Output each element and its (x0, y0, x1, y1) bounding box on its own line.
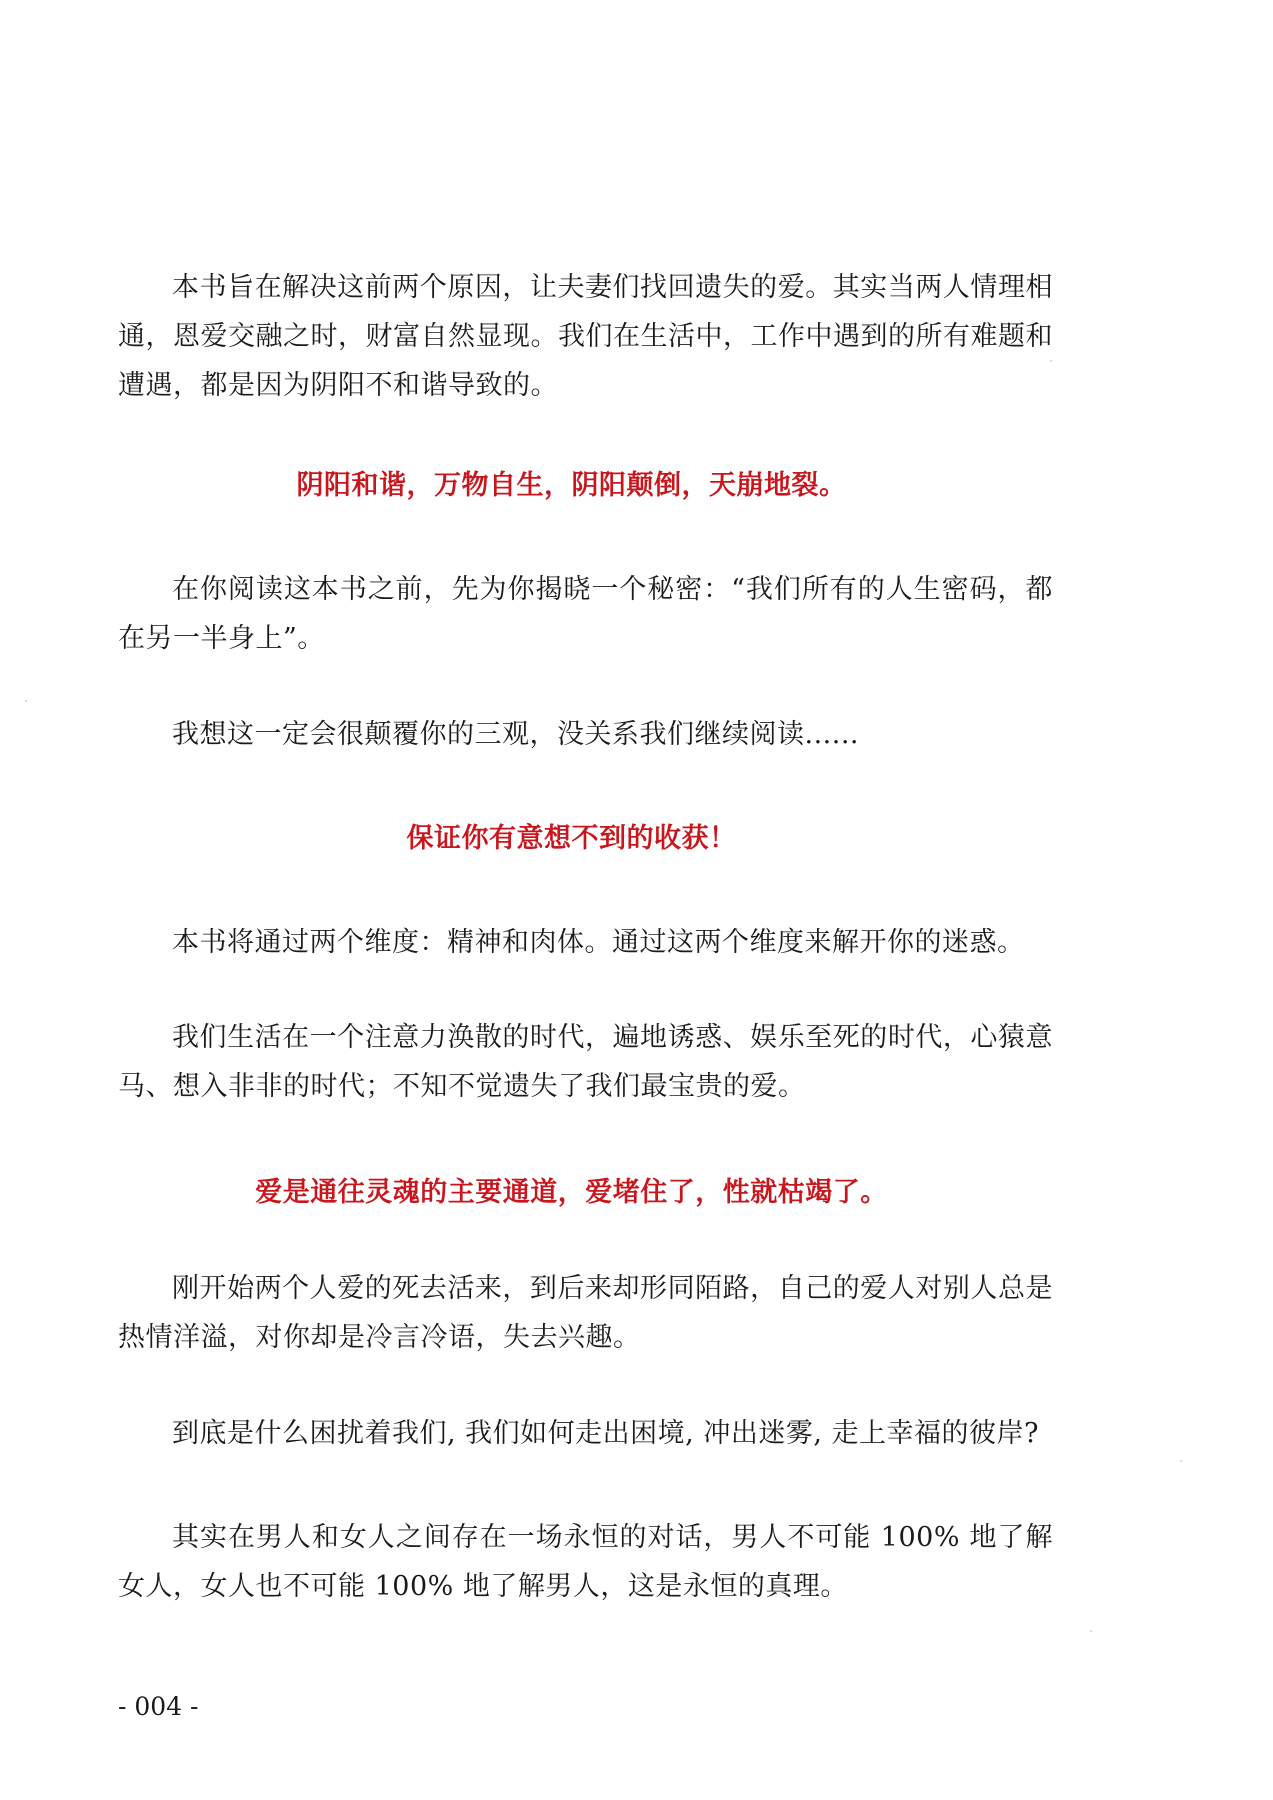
paragraph-continue-reading: 我想这一定会很颠覆你的三观，没关系我们继续阅读...... (172, 719, 859, 750)
highlight-guarantee: 保证你有意想不到的收获！ (406, 823, 737, 854)
scan-speck (1180, 1460, 1182, 1462)
paragraph-secret: 在你阅读这本书之前，先为你揭晓一个秘密：“我们所有的人生密码，都在另一半身上”。 (118, 574, 1053, 654)
paragraph-purpose: 本书旨在解决这前两个原因，让夫妻们找回遗失的爱。其实当两人情理相通，恩爱交融之时，财富自然显现。我们在生活中，工作中遇到的所有难题和遭遇，都是因为阴阳不和谐导致的。 (118, 272, 1053, 401)
highlight-yin-yang: 阴阳和谐，万物自生，阴阳颠倒，天崩地裂。 (296, 470, 847, 501)
page-number: - 004 - (118, 1692, 199, 1721)
paragraph-eternal-dialogue: 其实在男人和女人之间存在一场永恒的对话，男人不可能 100% 地了解女人，女人也不可能 100% 地了解男人，这是永恒的真理。 (118, 1522, 1053, 1602)
scan-speck (1090, 1630, 1092, 1632)
paragraph-distracted-era: 我们生活在一个注意力涣散的时代，遍地诱惑、娱乐至死的时代，心猿意马、想入非非的时代；不知不觉遗失了我们最宝贵的爱。 (118, 1022, 1053, 1102)
scan-speck (25, 700, 27, 702)
paragraph-question: 到底是什么困扰着我们, 我们如何走出困境, 冲出迷雾, 走上幸福的彼岸? (172, 1418, 1039, 1449)
scan-speck (1050, 360, 1052, 362)
highlight-love-channel: 爱是通往灵魂的主要通道，爱堵住了，性就枯竭了。 (255, 1177, 888, 1208)
paragraph-two-dimensions: 本书将通过两个维度：精神和肉体。通过这两个维度来解开你的迷惑。 (172, 927, 1025, 958)
paragraph-strangers: 刚开始两个人爱的死去活来，到后来却形同陌路，自己的爱人对别人总是热情洋溢，对你却是冷言冷语，失去兴趣。 (118, 1273, 1053, 1353)
